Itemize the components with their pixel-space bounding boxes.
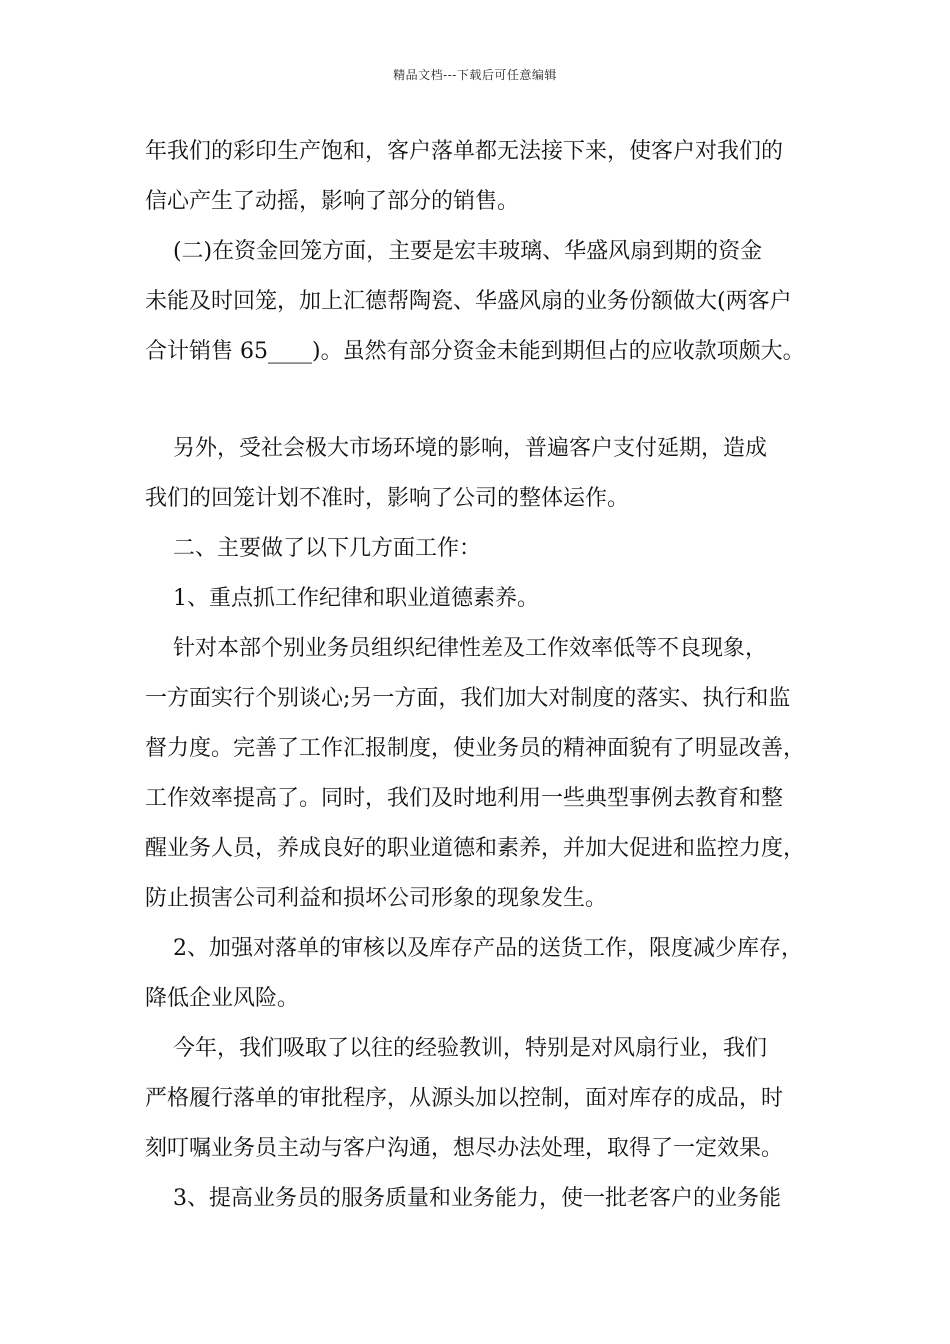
text-line: 防止损害公司利益和损坏公司形象的现象发生。 <box>145 886 608 911</box>
text-line: 另外，受社会极大市场环境的影响，普遍客户支付延期，造成 <box>145 436 767 461</box>
text-line: 年我们的彩印生产饱和，客户落单都无法接下来，使客户对我们的 <box>145 139 784 164</box>
text-line: 信心产生了动摇，影响了部分的销售。 <box>145 189 520 214</box>
text-line: 降低企业风险。 <box>145 986 300 1011</box>
text-line: 醒业务人员，养成良好的职业道德和素养，并加大促进和监控力度， <box>145 836 806 861</box>
text-line: 1、重点抓工作纪律和职业道德素养。 <box>145 586 539 611</box>
page-header: 精品文档---下载后可任意编辑 <box>393 68 557 82</box>
text-line: 3、提高业务员的服务质量和业务能力，使一批老客户的业务能 <box>145 1186 781 1211</box>
body-text <box>145 127 835 377</box>
text-line: 合计销售 65____)。虽然有部分资金未能到期但占的应收款项颇大。 <box>145 339 805 364</box>
text-line: 今年，我们吸取了以往的经验教训，特别是对风扇行业，我们 <box>145 1036 767 1061</box>
text-line: 我们的回笼计划不准时，影响了公司的整体运作。 <box>145 486 630 511</box>
text-line: 2、加强对落单的审核以及库存产品的送货工作，限度减少库存， <box>145 936 803 961</box>
text-line: 督力度。完善了工作汇报制度，使业务员的精神面貌有了明显改善， <box>145 736 806 761</box>
text-line: 未能及时回笼，加上汇德帮陶瓷、华盛风扇的业务份额做大(两客户 <box>145 289 792 314</box>
text-line: 工作效率提高了。同时，我们及时地利用一些典型事例去教育和整 <box>145 786 784 811</box>
text-line: 针对本部个别业务员组织纪律性差及工作效率低等不良现象， <box>145 636 767 661</box>
text-line: (二)在资金回笼方面，主要是宏丰玻璃、华盛风扇到期的资金 <box>145 239 763 264</box>
body-text <box>145 424 835 1224</box>
text-line: 二、主要做了以下几方面工作： <box>145 536 481 561</box>
text-line: 严格履行落单的审批程序，从源头加以控制，面对库存的成品，时 <box>145 1086 784 1111</box>
text-line: 刻叮嘱业务员主动与客户沟通，想尽办法处理，取得了一定效果。 <box>145 1136 784 1161</box>
text-line: 一方面实行个别谈心;另一方面，我们加大对制度的落实、执行和监 <box>145 686 791 711</box>
